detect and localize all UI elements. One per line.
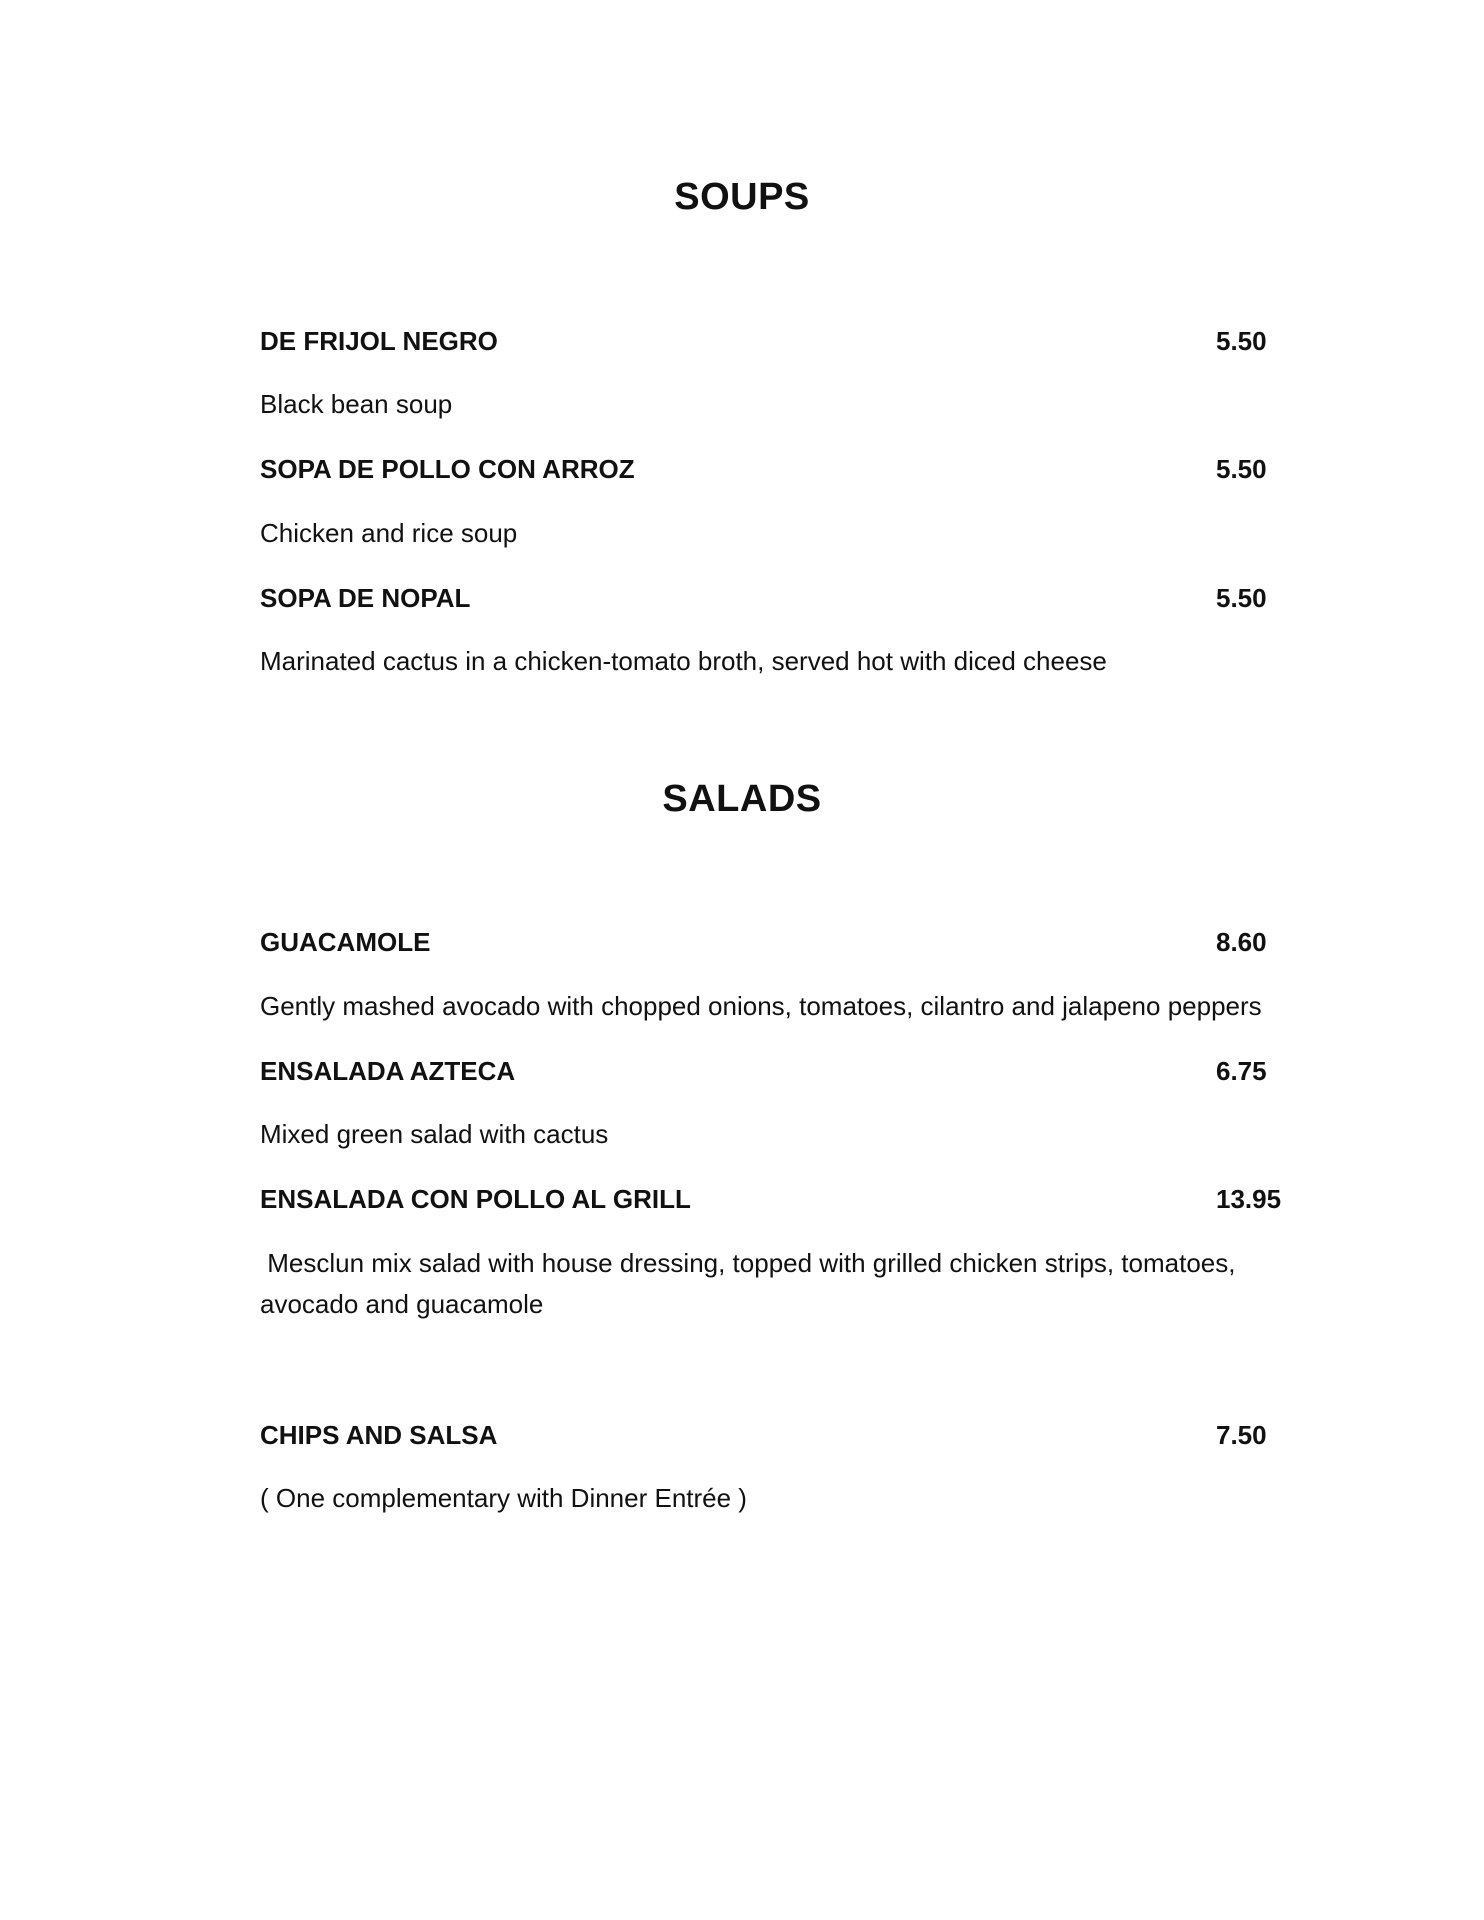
item-description: Mixed green salad with cactus [260,1119,609,1149]
menu-item-sopa-de-nopal [260,581,1280,615]
item-price: 6.75 [1216,1056,1267,1086]
item-price: 7.50 [1216,1420,1267,1450]
item-price: 5.50 [1216,454,1267,484]
item-description: ( One complementary with Dinner Entrée ) [260,1483,747,1513]
menu-item-de-frijol-negro [260,324,1280,358]
item-price: 5.50 [1216,326,1267,356]
item-price: 5.50 [1216,583,1267,613]
item-price: 8.60 [1216,927,1267,957]
item-description: Gently mashed avocado with chopped onions, tomatoes, cilantro and jalapeno peppers [260,991,1262,1021]
item-price: 13.95 [1216,1184,1282,1214]
item-name: SOPA DE POLLO CON ARROZ [260,454,635,484]
item-name: ENSALADA CON POLLO AL GRILL [260,1184,691,1214]
item-name: DE FRIJOL NEGRO [260,326,498,356]
menu-item-ensalada-con-pollo-al-grill [260,1182,1280,1216]
item-description: Chicken and rice soup [260,518,518,548]
item-name: SOPA DE NOPAL [260,583,471,613]
menu-item-ensalada-azteca [260,1054,1280,1088]
menu-item-chips-and-salsa [260,1418,1280,1452]
item-name: CHIPS AND SALSA [260,1420,498,1450]
salads-heading: SALADS [662,778,822,820]
item-description: Mesclun mix salad with house dressing, topped with grilled chicken strips, tomatoes, avocado and guacamole [260,1248,1236,1319]
item-description: Marinated cactus in a chicken-tomato broth, served hot with diced cheese [260,646,1107,676]
item-name: GUACAMOLE [260,927,431,957]
item-name: ENSALADA AZTECA [260,1056,516,1086]
soups-heading: SOUPS [674,176,810,218]
item-description: Black bean soup [260,389,453,419]
menu-item-guacamole [260,925,1280,959]
menu-item-sopa-de-pollo-con-arroz [260,452,1280,486]
